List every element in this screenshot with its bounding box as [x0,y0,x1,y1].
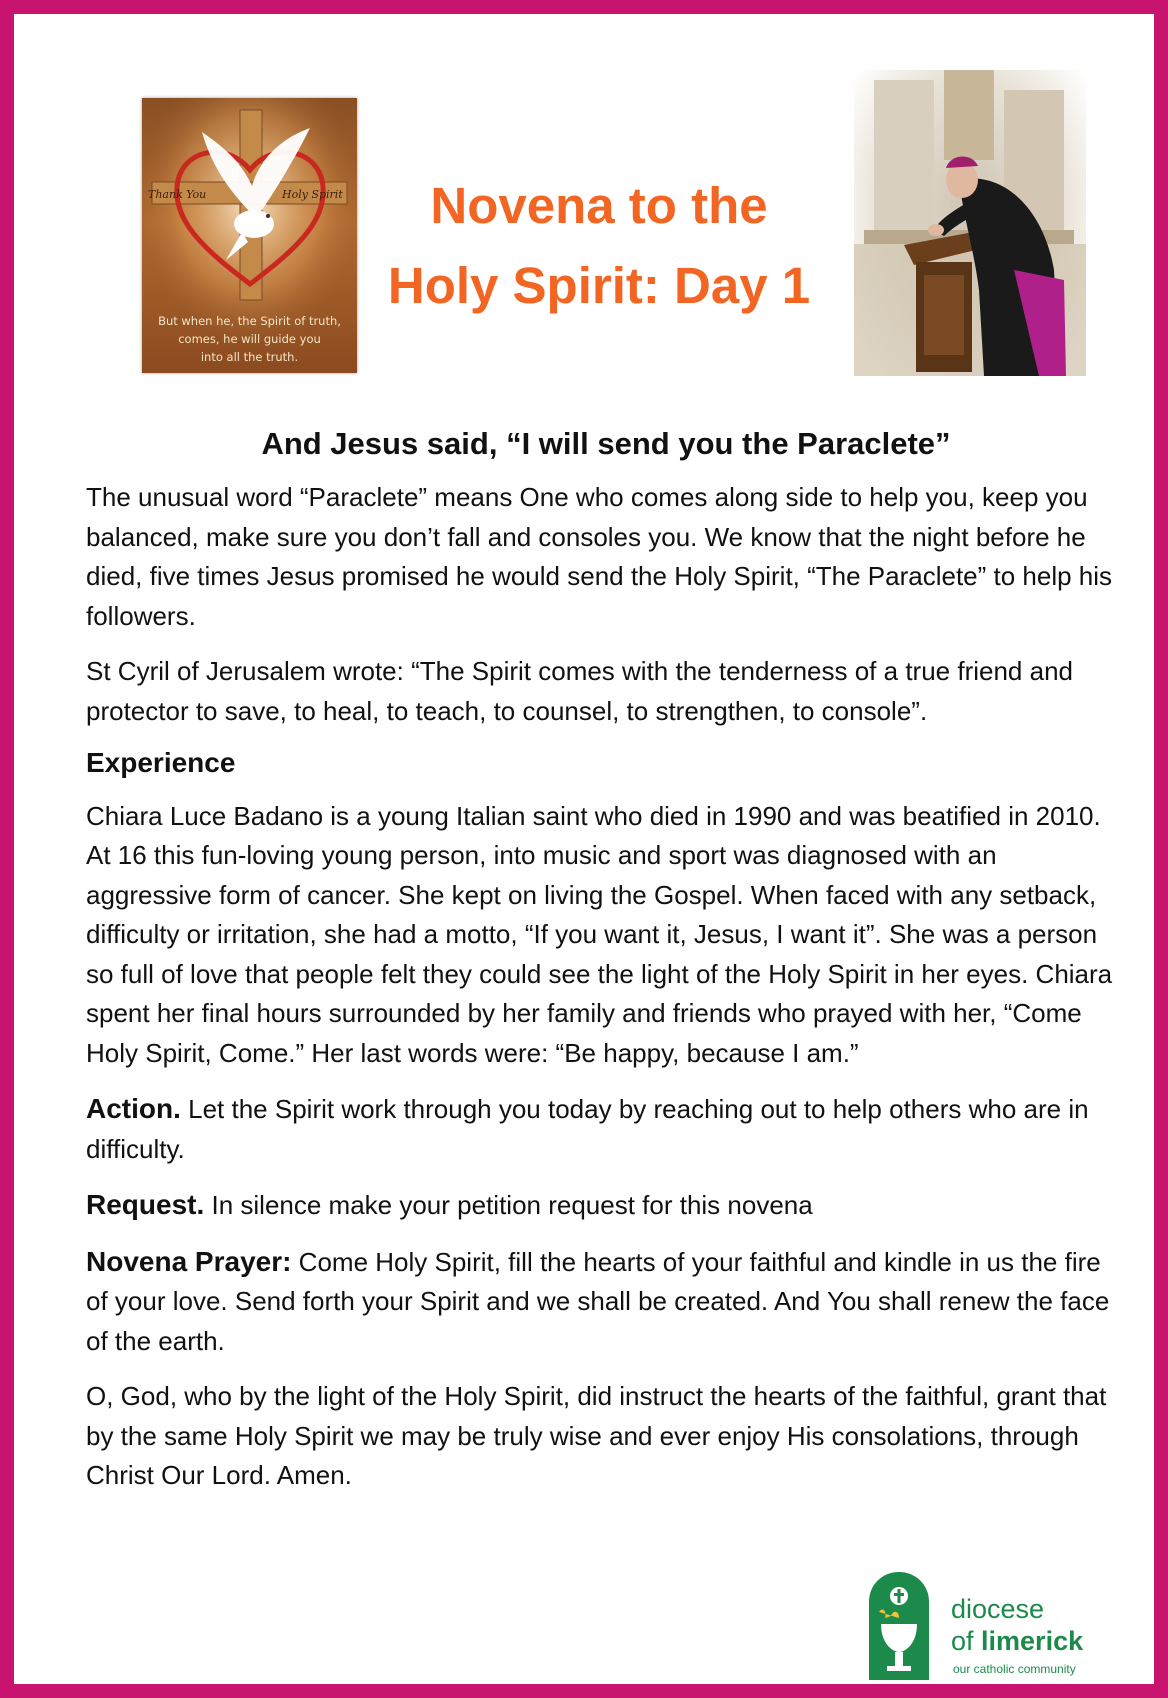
holy-spirit-poster-image [142,98,357,373]
logo-text-limerick-bold: limerick [981,1626,1084,1656]
poster-caption-line: into all the truth. [200,350,299,364]
section-heading: And Jesus said, “I will send you the Paraclete” [261,426,951,461]
experience-heading: Experience [86,747,236,778]
prayer-label: Novena Prayer: [86,1245,292,1277]
logo-text-limerick [951,1626,1083,1657]
closing-prayer-paragraph: O, God, who by the light of the Holy Spirit, did instruct the hearts of the faithful, grant that by the same Holy Spirit we may be truly wise and ever enjoy His consolations, through Christ Our Lord. Amen. [86,1381,1107,1490]
diocese-emblem-icon [869,1572,929,1680]
novena-content [86,424,1126,1512]
logo-tagline: our catholic community [953,1662,1076,1676]
action-paragraph [86,1089,1126,1169]
poster-label-left: Thank You [148,188,207,201]
prayer-paragraph [86,1242,1126,1362]
bishop-praying-illustration [854,70,1086,376]
poster-caption [150,312,349,366]
intro-paragraph: The unusual word “Paraclete” means One who comes along side to help you, keep you balanced, make sure you don’t fall and consoles you. We know that the night before he died, five times Jesus promised he would send the Holy Spirit, “The Paraclete” to help his followers. [86,482,1113,631]
logo-text-of: of [951,1626,982,1656]
title-line-1: Novena to the [430,177,768,234]
quote-paragraph: St Cyril of Jerusalem wrote: “The Spirit comes with the tenderness of a true friend and protector to save, to heal, to teach, to counsel, to strengthen, to console”. [86,656,1073,726]
action-text: Let the Spirit work through you today by reaching out to help others who are in difficulty. [86,1094,1089,1164]
action-label: Action. [86,1093,181,1124]
experience-paragraph: Chiara Luce Badano is a young Italian saint who died in 1990 and was beatified in 2010. At 16 this fun-loving young person, into music and sport was diagnosed with an aggressive form of cancer. She kept on living the Gospel. When faced with any setback, difficulty or irritation, she had a motto, “If you want it, Jesus, I want it”. She was a person so full of love that people felt they could see the light of the Holy Spirit in her eyes. Chiara spent her final hours surrounded by her family and friends who prayed with her, “Come Holy Spirit, Come.” Her last words were: “Be happy, because I am.” [86,800,1113,1068]
logo-text-diocese: diocese [951,1594,1045,1624]
poster-label-right: Holy Spirit [282,188,343,201]
title-line-2: Holy Spirit: Day 1 [387,257,811,314]
poster-caption-line: But when he, the Spirit of truth, [158,314,341,328]
prayer-text: Come Holy Spirit, fill the hearts of your faithful and kindle in us the fire of your love. Send forth your Spirit and we shall be created. And You shall renew the face of the earth. [86,1246,1110,1356]
diocese-logo [869,1572,1129,1682]
bishop-praying-photo [854,70,1086,376]
page-title [354,166,844,326]
request-label: Request. [86,1189,205,1220]
request-paragraph [86,1185,1126,1226]
poster-caption-line: comes, he will guide you [178,332,321,346]
request-text: In silence make your petition request for this novena [211,1190,813,1220]
